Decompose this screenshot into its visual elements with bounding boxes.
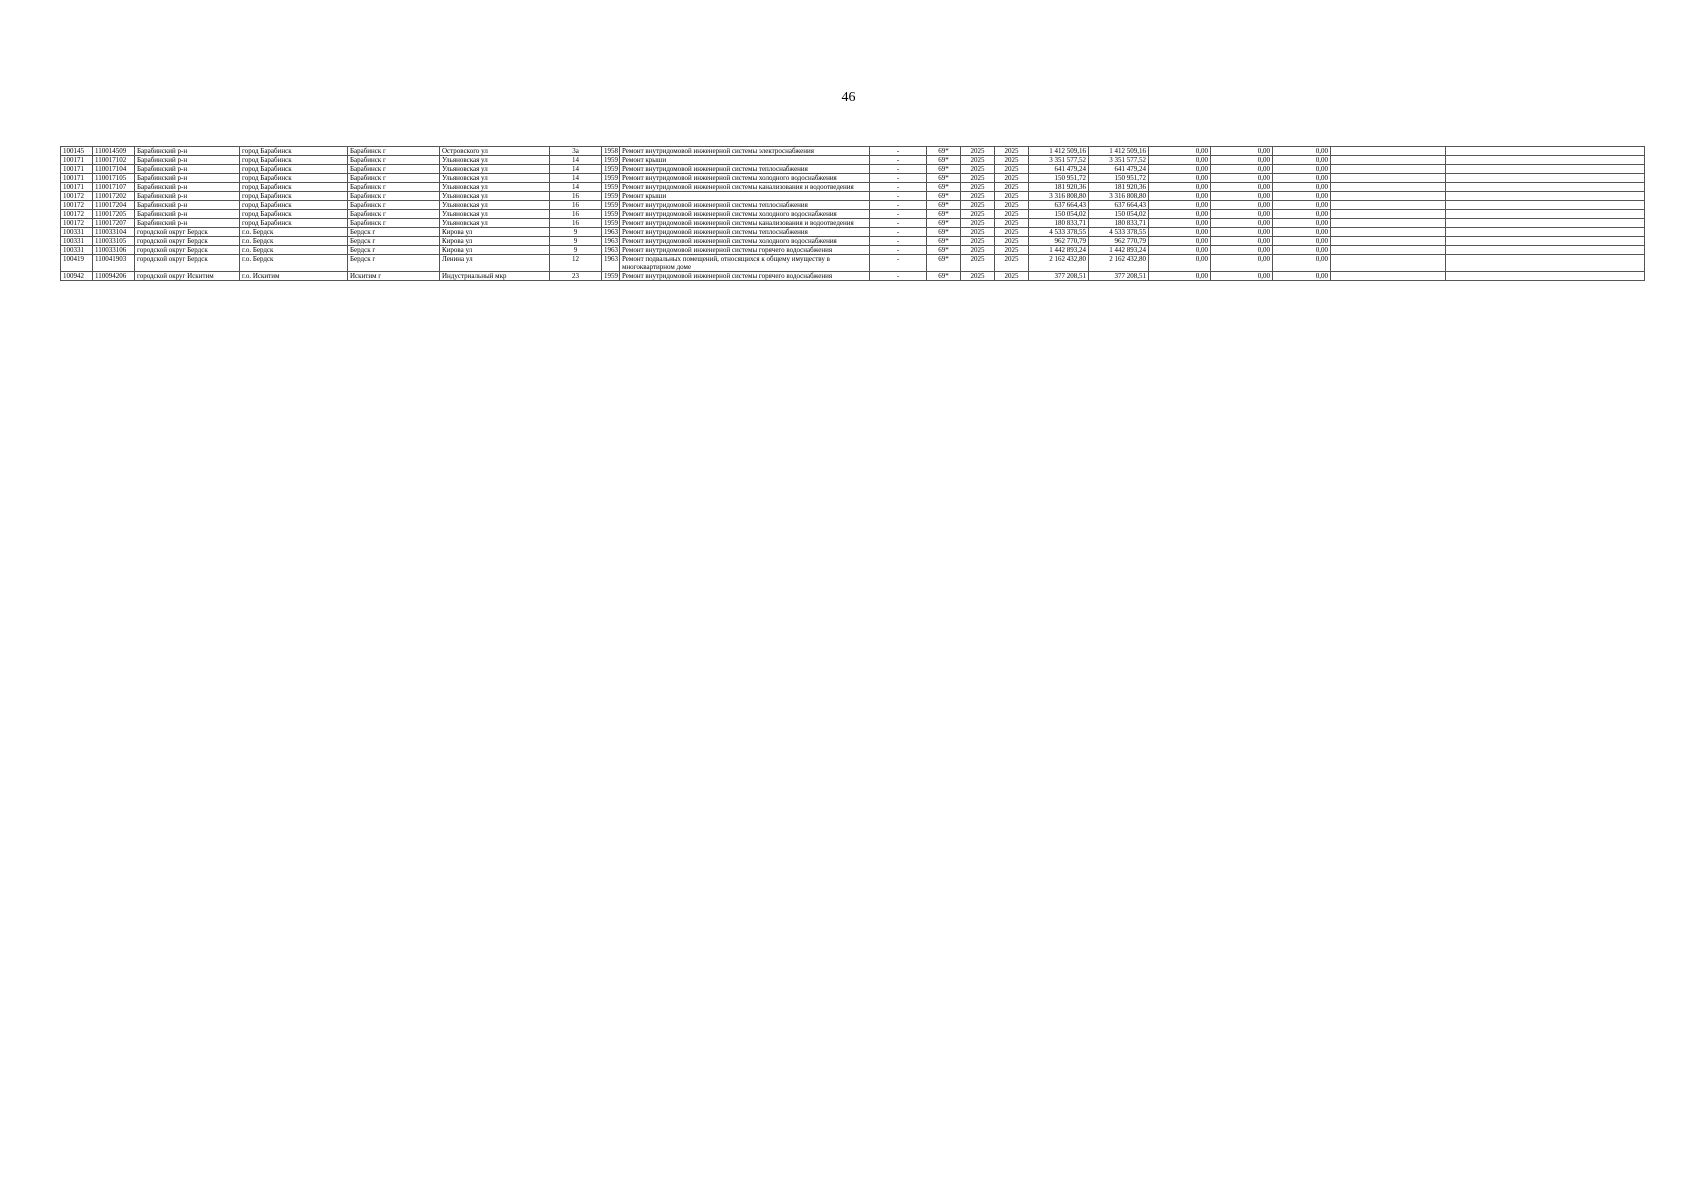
table-cell: 0,00 bbox=[1273, 272, 1331, 281]
table-cell: 2025 bbox=[995, 165, 1029, 174]
table-cell: 110017104 bbox=[93, 165, 135, 174]
table-cell: 1959 bbox=[602, 192, 620, 201]
table-cell: 2025 bbox=[995, 272, 1029, 281]
table-cell: 110017202 bbox=[93, 192, 135, 201]
table-row bbox=[61, 156, 1645, 165]
table-cell: 0,00 bbox=[1273, 228, 1331, 237]
table-cell: 69* bbox=[927, 156, 961, 165]
table-cell: 69* bbox=[927, 201, 961, 210]
table-cell: городской округ Бердск bbox=[135, 255, 240, 272]
table-cell: Ремонт крыши bbox=[620, 192, 870, 201]
table-cell bbox=[1331, 237, 1446, 246]
table-cell: 2025 bbox=[995, 201, 1029, 210]
table-cell: 2025 bbox=[995, 210, 1029, 219]
table-cell: 3а bbox=[550, 147, 602, 156]
table-cell: 0,00 bbox=[1149, 183, 1211, 192]
table-cell: 150 951,72 bbox=[1089, 174, 1149, 183]
table-cell bbox=[1446, 219, 1645, 228]
table-cell bbox=[1446, 228, 1645, 237]
table-cell: Кирова ул bbox=[440, 246, 550, 255]
table-cell bbox=[1331, 228, 1446, 237]
table-cell: 0,00 bbox=[1273, 174, 1331, 183]
table-cell: Искитим г bbox=[348, 272, 440, 281]
table-cell: 1963 bbox=[602, 237, 620, 246]
table-cell: 0,00 bbox=[1211, 147, 1273, 156]
table-cell: Бердск г bbox=[348, 237, 440, 246]
table-cell: Барабинский р-н bbox=[135, 174, 240, 183]
table-cell: 0,00 bbox=[1273, 192, 1331, 201]
table-cell: 0,00 bbox=[1211, 210, 1273, 219]
table-cell: 637 664,43 bbox=[1029, 201, 1089, 210]
table-cell: 2025 bbox=[961, 228, 995, 237]
table-cell: 100331 bbox=[61, 228, 93, 237]
table-cell: 2025 bbox=[961, 192, 995, 201]
table-cell: 0,00 bbox=[1211, 156, 1273, 165]
table-cell: - bbox=[870, 228, 927, 237]
table-cell: г.о. Искитим bbox=[240, 272, 348, 281]
table-cell: 2025 bbox=[961, 174, 995, 183]
table-cell: 0,00 bbox=[1273, 219, 1331, 228]
table-cell: 9 bbox=[550, 237, 602, 246]
table-cell: 0,00 bbox=[1211, 192, 1273, 201]
table-cell: 150 054,02 bbox=[1089, 210, 1149, 219]
table-cell: город Барабинск bbox=[240, 156, 348, 165]
table-cell: город Барабинск bbox=[240, 192, 348, 201]
table-cell: Ульяновская ул bbox=[440, 201, 550, 210]
table-row bbox=[61, 228, 1645, 237]
table-cell: Бердск г bbox=[348, 228, 440, 237]
table-cell: 0,00 bbox=[1273, 255, 1331, 272]
table-cell: 2025 bbox=[961, 246, 995, 255]
table-cell: Барабинский р-н bbox=[135, 165, 240, 174]
table-cell: 69* bbox=[927, 183, 961, 192]
table-cell: - bbox=[870, 255, 927, 272]
table-cell bbox=[1331, 147, 1446, 156]
page-number: 46 bbox=[841, 90, 856, 105]
table-cell: Ульяновская ул bbox=[440, 165, 550, 174]
table-cell: 962 770,79 bbox=[1029, 237, 1089, 246]
table-cell: 2025 bbox=[961, 237, 995, 246]
table-cell: 16 bbox=[550, 210, 602, 219]
table-cell: 110017107 bbox=[93, 183, 135, 192]
table-cell: 16 bbox=[550, 192, 602, 201]
table-cell bbox=[1331, 210, 1446, 219]
table-cell: Ремонт внутридомовой инженерной системы канализования и водоотведения bbox=[620, 183, 870, 192]
table-cell: Бердск г bbox=[348, 255, 440, 272]
table-cell: 2025 bbox=[961, 147, 995, 156]
table-cell: 2025 bbox=[961, 165, 995, 174]
table-cell bbox=[1446, 165, 1645, 174]
capital-repair-table-wrap bbox=[60, 146, 1640, 281]
table-row bbox=[61, 183, 1645, 192]
table-row bbox=[61, 272, 1645, 281]
table-cell: 1959 bbox=[602, 183, 620, 192]
table-cell: 100172 bbox=[61, 201, 93, 210]
table-cell: - bbox=[870, 201, 927, 210]
table-cell: 110017205 bbox=[93, 210, 135, 219]
table-body bbox=[61, 147, 1645, 281]
table-cell: 641 479,24 bbox=[1029, 165, 1089, 174]
table-cell: Барабинский р-н bbox=[135, 192, 240, 201]
table-cell: Барабинский р-н bbox=[135, 210, 240, 219]
table-cell: Ульяновская ул bbox=[440, 174, 550, 183]
table-cell: - bbox=[870, 174, 927, 183]
table-cell: 2 162 432,80 bbox=[1029, 255, 1089, 272]
table-cell: 1959 bbox=[602, 174, 620, 183]
table-cell: Барабинский р-н bbox=[135, 219, 240, 228]
table-cell: Ремонт внутридомовой инженерной системы теплоснабжения bbox=[620, 201, 870, 210]
table-cell: 1 412 509,16 bbox=[1089, 147, 1149, 156]
table-cell: - bbox=[870, 219, 927, 228]
table-cell: 0,00 bbox=[1149, 228, 1211, 237]
table-cell: Барабинск г bbox=[348, 192, 440, 201]
table-cell: 2025 bbox=[995, 147, 1029, 156]
table-cell: Барабинский р-н bbox=[135, 201, 240, 210]
table-cell: 110017102 bbox=[93, 156, 135, 165]
table-cell: Ульяновская ул bbox=[440, 192, 550, 201]
table-cell: г.о. Бердск bbox=[240, 228, 348, 237]
table-cell: 2025 bbox=[995, 192, 1029, 201]
table-cell: 69* bbox=[927, 246, 961, 255]
table-cell: Барабинск г bbox=[348, 183, 440, 192]
table-cell: Барабинск г bbox=[348, 201, 440, 210]
table-cell: 1959 bbox=[602, 201, 620, 210]
table-cell bbox=[1446, 156, 1645, 165]
table-cell: Ремонт крыши bbox=[620, 156, 870, 165]
table-cell: 0,00 bbox=[1149, 246, 1211, 255]
table-cell: 1958 bbox=[602, 147, 620, 156]
table-cell: 4 533 378,55 bbox=[1089, 228, 1149, 237]
table-cell: 962 770,79 bbox=[1089, 237, 1149, 246]
table-cell: городской округ Бердск bbox=[135, 228, 240, 237]
table-cell: 0,00 bbox=[1149, 219, 1211, 228]
table-cell: 2025 bbox=[995, 156, 1029, 165]
table-cell bbox=[1331, 156, 1446, 165]
table-cell: 0,00 bbox=[1273, 147, 1331, 156]
table-cell: Ремонт внутридомовой инженерной системы горячего водоснабжения bbox=[620, 246, 870, 255]
table-cell: 100172 bbox=[61, 210, 93, 219]
table-cell: 69* bbox=[927, 228, 961, 237]
table-row bbox=[61, 246, 1645, 255]
table-cell: 9 bbox=[550, 228, 602, 237]
table-cell: 110033104 bbox=[93, 228, 135, 237]
table-cell: 69* bbox=[927, 174, 961, 183]
table-cell: - bbox=[870, 183, 927, 192]
table-cell: 0,00 bbox=[1149, 147, 1211, 156]
table-cell: Барабинск г bbox=[348, 156, 440, 165]
table-cell: 69* bbox=[927, 237, 961, 246]
table-cell: 110094206 bbox=[93, 272, 135, 281]
table-cell: 69* bbox=[927, 147, 961, 156]
table-cell: 69* bbox=[927, 219, 961, 228]
table-cell: Барабинский р-н bbox=[135, 156, 240, 165]
table-cell bbox=[1331, 201, 1446, 210]
table-cell: 110017204 bbox=[93, 201, 135, 210]
table-cell: Барабинский р-н bbox=[135, 147, 240, 156]
table-cell: 2025 bbox=[995, 255, 1029, 272]
table-cell: город Барабинск bbox=[240, 219, 348, 228]
table-cell: Островского ул bbox=[440, 147, 550, 156]
table-cell: город Барабинск bbox=[240, 201, 348, 210]
table-cell: Кирова ул bbox=[440, 228, 550, 237]
table-cell: 4 533 378,55 bbox=[1029, 228, 1089, 237]
table-cell: 0,00 bbox=[1149, 156, 1211, 165]
table-cell bbox=[1331, 165, 1446, 174]
table-cell: Барабинск г bbox=[348, 210, 440, 219]
table-cell: 69* bbox=[927, 165, 961, 174]
table-cell: город Барабинск bbox=[240, 174, 348, 183]
table-cell: 0,00 bbox=[1149, 210, 1211, 219]
table-row bbox=[61, 219, 1645, 228]
table-cell: Барабинский р-н bbox=[135, 183, 240, 192]
table-cell bbox=[1331, 255, 1446, 272]
table-cell: 0,00 bbox=[1211, 272, 1273, 281]
table-cell: 0,00 bbox=[1273, 183, 1331, 192]
table-cell: Ленина ул bbox=[440, 255, 550, 272]
table-cell: 2025 bbox=[995, 246, 1029, 255]
table-cell: 100171 bbox=[61, 165, 93, 174]
table-cell: 1963 bbox=[602, 228, 620, 237]
table-cell: 637 664,43 bbox=[1089, 201, 1149, 210]
table-cell: Ремонт внутридомовой инженерной системы теплоснабжения bbox=[620, 165, 870, 174]
table-cell: 110033105 bbox=[93, 237, 135, 246]
table-cell: 100172 bbox=[61, 192, 93, 201]
table-cell bbox=[1446, 192, 1645, 201]
table-row bbox=[61, 165, 1645, 174]
table-cell: 12 bbox=[550, 255, 602, 272]
table-cell: 150 054,02 bbox=[1029, 210, 1089, 219]
table-cell: 0,00 bbox=[1211, 165, 1273, 174]
table-cell: 0,00 bbox=[1273, 201, 1331, 210]
table-cell: Ремонт внутридомовой инженерной системы электроснабжения bbox=[620, 147, 870, 156]
table-cell: Бердск г bbox=[348, 246, 440, 255]
table-cell: 110014509 bbox=[93, 147, 135, 156]
table-cell: 23 bbox=[550, 272, 602, 281]
table-cell: 0,00 bbox=[1211, 228, 1273, 237]
table-cell: 0,00 bbox=[1211, 201, 1273, 210]
table-cell: 0,00 bbox=[1273, 156, 1331, 165]
table-cell: Ремонт внутридомовой инженерной системы холодного водоснабжения bbox=[620, 210, 870, 219]
table-cell: 0,00 bbox=[1211, 174, 1273, 183]
table-cell: г.о. Бердск bbox=[240, 255, 348, 272]
table-cell: город Барабинск bbox=[240, 183, 348, 192]
table-cell: - bbox=[870, 147, 927, 156]
table-cell: - bbox=[870, 237, 927, 246]
table-cell: 2025 bbox=[995, 237, 1029, 246]
table-cell: Барабинск г bbox=[348, 219, 440, 228]
table-cell: 69* bbox=[927, 272, 961, 281]
table-cell: 100331 bbox=[61, 237, 93, 246]
table-cell: Кирова ул bbox=[440, 237, 550, 246]
table-cell: Ремонт подвальных помещений, относящихся к общему имуществу в многоквартирном доме bbox=[620, 255, 870, 272]
table-cell: Ремонт внутридомовой инженерной системы горячего водоснабжения bbox=[620, 272, 870, 281]
table-cell: Ульяновская ул bbox=[440, 219, 550, 228]
table-cell: 100942 bbox=[61, 272, 93, 281]
table-cell: 181 920,36 bbox=[1029, 183, 1089, 192]
table-cell: 641 479,24 bbox=[1089, 165, 1149, 174]
table-cell: 9 bbox=[550, 246, 602, 255]
table-cell bbox=[1446, 183, 1645, 192]
table-cell: г.о. Бердск bbox=[240, 246, 348, 255]
table-cell: 100331 bbox=[61, 246, 93, 255]
table-cell: Ульяновская ул bbox=[440, 156, 550, 165]
table-cell: 110017207 bbox=[93, 219, 135, 228]
table-cell bbox=[1331, 174, 1446, 183]
table-cell: 2025 bbox=[961, 272, 995, 281]
table-cell bbox=[1446, 147, 1645, 156]
table-cell: 3 316 808,80 bbox=[1029, 192, 1089, 201]
table-row bbox=[61, 255, 1645, 272]
table-cell: - bbox=[870, 192, 927, 201]
table-cell: 100419 bbox=[61, 255, 93, 272]
table-cell bbox=[1446, 246, 1645, 255]
table-cell: 16 bbox=[550, 219, 602, 228]
table-cell: 100171 bbox=[61, 174, 93, 183]
table-cell: 0,00 bbox=[1273, 165, 1331, 174]
table-row bbox=[61, 192, 1645, 201]
table-cell: 0,00 bbox=[1273, 237, 1331, 246]
table-cell: 2025 bbox=[995, 183, 1029, 192]
table-cell: 110017105 bbox=[93, 174, 135, 183]
table-cell: 1 442 893,24 bbox=[1029, 246, 1089, 255]
table-cell: 0,00 bbox=[1149, 201, 1211, 210]
table-cell: 1 442 893,24 bbox=[1089, 246, 1149, 255]
table-cell bbox=[1331, 183, 1446, 192]
table-cell: 2025 bbox=[961, 156, 995, 165]
table-cell: 14 bbox=[550, 165, 602, 174]
table-cell: 14 bbox=[550, 183, 602, 192]
table-cell: г.о. Бердск bbox=[240, 237, 348, 246]
table-cell: 0,00 bbox=[1149, 255, 1211, 272]
table-cell: 100171 bbox=[61, 183, 93, 192]
table-cell: Ремонт внутридомовой инженерной системы теплоснабжения bbox=[620, 228, 870, 237]
table-cell: 100172 bbox=[61, 219, 93, 228]
table-cell: 377 208,51 bbox=[1029, 272, 1089, 281]
table-cell: 3 316 808,80 bbox=[1089, 192, 1149, 201]
table-cell: 3 351 577,52 bbox=[1089, 156, 1149, 165]
table-cell: город Барабинск bbox=[240, 147, 348, 156]
table-row bbox=[61, 210, 1645, 219]
table-cell: 0,00 bbox=[1149, 272, 1211, 281]
table-cell: 100171 bbox=[61, 156, 93, 165]
table-cell: 0,00 bbox=[1149, 174, 1211, 183]
table-cell: 0,00 bbox=[1211, 246, 1273, 255]
table-cell: - bbox=[870, 210, 927, 219]
table-cell: 2 162 432,80 bbox=[1089, 255, 1149, 272]
table-row bbox=[61, 237, 1645, 246]
table-cell bbox=[1446, 210, 1645, 219]
table-cell: Ремонт внутридомовой инженерной системы канализования и водоотведения bbox=[620, 219, 870, 228]
table-cell: 0,00 bbox=[1211, 237, 1273, 246]
table-cell: Ремонт внутридомовой инженерной системы холодного водоснабжения bbox=[620, 237, 870, 246]
table-cell: городской округ Бердск bbox=[135, 246, 240, 255]
table-cell: 2025 bbox=[961, 201, 995, 210]
table-cell: городской округ Бердск bbox=[135, 237, 240, 246]
table-cell: 2025 bbox=[961, 210, 995, 219]
table-cell: 1963 bbox=[602, 255, 620, 272]
table-cell: 3 351 577,52 bbox=[1029, 156, 1089, 165]
table-cell: 14 bbox=[550, 174, 602, 183]
table-cell: 1959 bbox=[602, 210, 620, 219]
table-cell: 0,00 bbox=[1211, 183, 1273, 192]
capital-repair-table bbox=[60, 146, 1645, 281]
table-cell: 1959 bbox=[602, 165, 620, 174]
table-cell: 69* bbox=[927, 210, 961, 219]
table-cell: 1959 bbox=[602, 272, 620, 281]
table-cell: 100145 bbox=[61, 147, 93, 156]
table-cell: 14 bbox=[550, 156, 602, 165]
table-cell bbox=[1331, 192, 1446, 201]
table-cell: город Барабинск bbox=[240, 210, 348, 219]
table-row bbox=[61, 201, 1645, 210]
table-cell: Барабинск г bbox=[348, 165, 440, 174]
table-cell: - bbox=[870, 272, 927, 281]
table-cell: 180 833,71 bbox=[1089, 219, 1149, 228]
table-cell: Ульяновская ул bbox=[440, 183, 550, 192]
table-cell bbox=[1331, 246, 1446, 255]
table-cell bbox=[1446, 237, 1645, 246]
table-cell: 2025 bbox=[995, 174, 1029, 183]
table-cell: 110033106 bbox=[93, 246, 135, 255]
table-cell: 0,00 bbox=[1149, 165, 1211, 174]
table-cell: 0,00 bbox=[1149, 237, 1211, 246]
table-cell: 377 208,51 bbox=[1089, 272, 1149, 281]
table-cell: 2025 bbox=[995, 228, 1029, 237]
table-cell: 69* bbox=[927, 192, 961, 201]
table-cell: - bbox=[870, 156, 927, 165]
table-cell bbox=[1446, 201, 1645, 210]
table-cell: 69* bbox=[927, 255, 961, 272]
table-cell: 2025 bbox=[995, 219, 1029, 228]
table-cell: 2025 bbox=[961, 183, 995, 192]
table-cell: 2025 bbox=[961, 219, 995, 228]
table-cell: - bbox=[870, 246, 927, 255]
table-cell: - bbox=[870, 165, 927, 174]
table-cell: Барабинск г bbox=[348, 174, 440, 183]
table-row bbox=[61, 147, 1645, 156]
table-cell: 0,00 bbox=[1211, 219, 1273, 228]
table-cell bbox=[1446, 255, 1645, 272]
table-cell: 0,00 bbox=[1273, 210, 1331, 219]
table-row bbox=[61, 174, 1645, 183]
table-cell: Ремонт внутридомовой инженерной системы холодного водоснабжения bbox=[620, 174, 870, 183]
table-cell: 1 412 509,16 bbox=[1029, 147, 1089, 156]
table-cell: 1963 bbox=[602, 246, 620, 255]
table-cell: 0,00 bbox=[1273, 246, 1331, 255]
table-cell: 0,00 bbox=[1149, 192, 1211, 201]
table-cell: 2025 bbox=[961, 255, 995, 272]
table-cell: Барабинск г bbox=[348, 147, 440, 156]
table-cell: Индустриальный мкр bbox=[440, 272, 550, 281]
table-cell: 16 bbox=[550, 201, 602, 210]
table-cell bbox=[1446, 174, 1645, 183]
table-cell: 181 920,36 bbox=[1089, 183, 1149, 192]
table-cell: 110041903 bbox=[93, 255, 135, 272]
table-cell: городской округ Искитим bbox=[135, 272, 240, 281]
table-cell: 1959 bbox=[602, 156, 620, 165]
table-cell: 180 833,71 bbox=[1029, 219, 1089, 228]
table-cell: Ульяновская ул bbox=[440, 210, 550, 219]
table-cell bbox=[1446, 272, 1645, 281]
table-cell: город Барабинск bbox=[240, 165, 348, 174]
table-cell: 1959 bbox=[602, 219, 620, 228]
table-cell bbox=[1331, 219, 1446, 228]
table-cell: 0,00 bbox=[1211, 255, 1273, 272]
table-cell bbox=[1331, 272, 1446, 281]
table-cell: 150 951,72 bbox=[1029, 174, 1089, 183]
